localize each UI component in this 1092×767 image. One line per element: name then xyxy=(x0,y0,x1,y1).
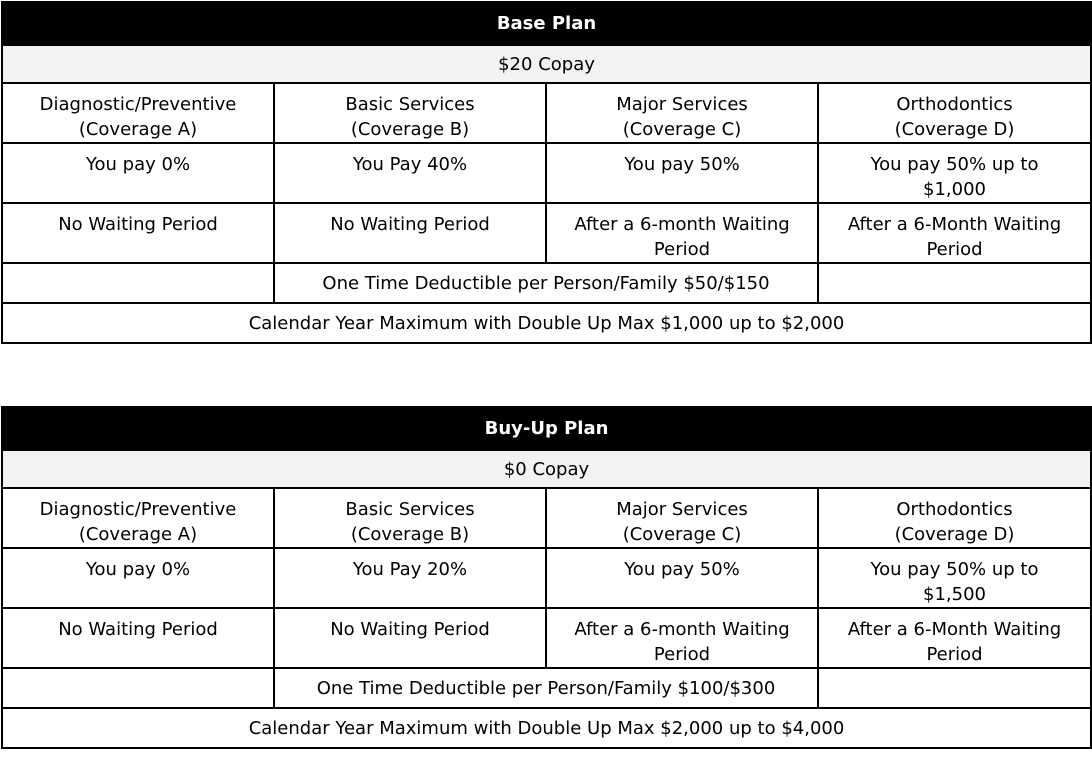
waiting-text: After a 6-month Waiting xyxy=(574,619,790,640)
coverage-b-waiting xyxy=(274,203,546,263)
plan-copay: $0 Copay xyxy=(2,450,1091,488)
deductible-empty-left xyxy=(2,668,274,708)
deductible-row xyxy=(2,668,1091,708)
waiting-text: After a 6-Month Waiting xyxy=(847,619,1062,640)
coverage-name: Major Services xyxy=(616,499,748,520)
deductible-text: One Time Deductible per Person/Family $100/$300 xyxy=(274,668,818,708)
waiting-text-cont: Period xyxy=(653,239,711,260)
waiting-text: No Waiting Period xyxy=(330,619,490,640)
plan-copay-row xyxy=(2,45,1091,83)
waiting-text: No Waiting Period xyxy=(58,214,218,235)
coverage-b-header xyxy=(274,488,546,548)
coverage-c-pay xyxy=(546,143,818,203)
coverage-c-header xyxy=(546,488,818,548)
coverage-code: (Coverage A) xyxy=(78,119,198,140)
plan-title-row xyxy=(2,2,1091,45)
coverage-name: Basic Services xyxy=(345,499,475,520)
deductible-empty-right xyxy=(818,263,1091,303)
deductible-empty-left xyxy=(2,263,274,303)
coverage-name: Orthodontics xyxy=(896,94,1013,115)
coverage-code: (Coverage C) xyxy=(622,119,742,140)
plan-copay-row xyxy=(2,450,1091,488)
coverage-d-pay xyxy=(818,548,1091,608)
waiting-text: No Waiting Period xyxy=(58,619,218,640)
maximum-text: Calendar Year Maximum with Double Up Max $2,000 up to $4,000 xyxy=(2,708,1091,748)
pay-text: You pay 50% xyxy=(624,154,740,175)
coverage-b-pay xyxy=(274,548,546,608)
coverage-code: (Coverage B) xyxy=(350,119,470,140)
deductible-row xyxy=(2,263,1091,303)
waiting-text-cont: Period xyxy=(926,644,983,665)
coverage-a-pay xyxy=(2,143,274,203)
pay-text: You pay 50% up to xyxy=(870,559,1039,580)
plan-title: Base Plan xyxy=(2,2,1091,45)
coverage-a-header xyxy=(2,83,274,143)
pay-limit: $1,500 xyxy=(923,584,986,605)
coverage-d-header xyxy=(818,83,1091,143)
coverage-a-header xyxy=(2,488,274,548)
coverage-code: (Coverage C) xyxy=(622,524,742,545)
waiting-period-row xyxy=(2,608,1091,668)
waiting-text: After a 6-Month Waiting xyxy=(847,214,1062,235)
pay-text: You pay 50% xyxy=(624,559,740,580)
waiting-text: No Waiting Period xyxy=(330,214,490,235)
coverage-a-waiting xyxy=(2,608,274,668)
coverage-header-row xyxy=(2,83,1091,143)
coverage-b-header xyxy=(274,83,546,143)
coverage-name: Orthodontics xyxy=(896,499,1013,520)
coverage-code: (Coverage D) xyxy=(894,119,1015,140)
coverage-d-pay xyxy=(818,143,1091,203)
coverage-b-pay xyxy=(274,143,546,203)
coverage-d-waiting xyxy=(818,608,1091,668)
coverage-code: (Coverage B) xyxy=(350,524,470,545)
coverage-a-pay xyxy=(2,548,274,608)
coverage-name: Basic Services xyxy=(345,94,475,115)
waiting-text-cont: Period xyxy=(653,644,711,665)
coverage-c-header xyxy=(546,83,818,143)
coverage-header-row xyxy=(2,488,1091,548)
coverage-code: (Coverage A) xyxy=(78,524,198,545)
coverage-d-waiting xyxy=(818,203,1091,263)
waiting-period-row xyxy=(2,203,1091,263)
you-pay-row xyxy=(2,143,1091,203)
coverage-name: Diagnostic/Preventive xyxy=(39,499,237,520)
you-pay-row xyxy=(2,548,1091,608)
coverage-c-waiting xyxy=(546,608,818,668)
coverage-code: (Coverage D) xyxy=(894,524,1015,545)
maximum-row xyxy=(2,708,1091,748)
coverage-d-header xyxy=(818,488,1091,548)
buy-up-plan-table xyxy=(1,406,1092,749)
plan-title-row xyxy=(2,407,1091,450)
plan-title: Buy-Up Plan xyxy=(2,407,1091,450)
pay-text: You Pay 40% xyxy=(352,154,468,175)
base-plan-table xyxy=(1,1,1092,344)
pay-text: You Pay 20% xyxy=(352,559,468,580)
coverage-name: Major Services xyxy=(616,94,748,115)
coverage-a-waiting xyxy=(2,203,274,263)
coverage-name: Diagnostic/Preventive xyxy=(39,94,237,115)
coverage-b-waiting xyxy=(274,608,546,668)
pay-text: You pay 0% xyxy=(85,559,191,580)
pay-text: You pay 0% xyxy=(85,154,191,175)
deductible-text: One Time Deductible per Person/Family $50/$150 xyxy=(274,263,818,303)
maximum-row xyxy=(2,303,1091,343)
plan-copay: $20 Copay xyxy=(2,45,1091,83)
deductible-empty-right xyxy=(818,668,1091,708)
maximum-text: Calendar Year Maximum with Double Up Max $1,000 up to $2,000 xyxy=(2,303,1091,343)
coverage-c-waiting xyxy=(546,203,818,263)
waiting-text-cont: Period xyxy=(926,239,983,260)
pay-limit: $1,000 xyxy=(923,179,986,200)
coverage-c-pay xyxy=(546,548,818,608)
waiting-text: After a 6-month Waiting xyxy=(574,214,790,235)
pay-text: You pay 50% up to xyxy=(870,154,1039,175)
